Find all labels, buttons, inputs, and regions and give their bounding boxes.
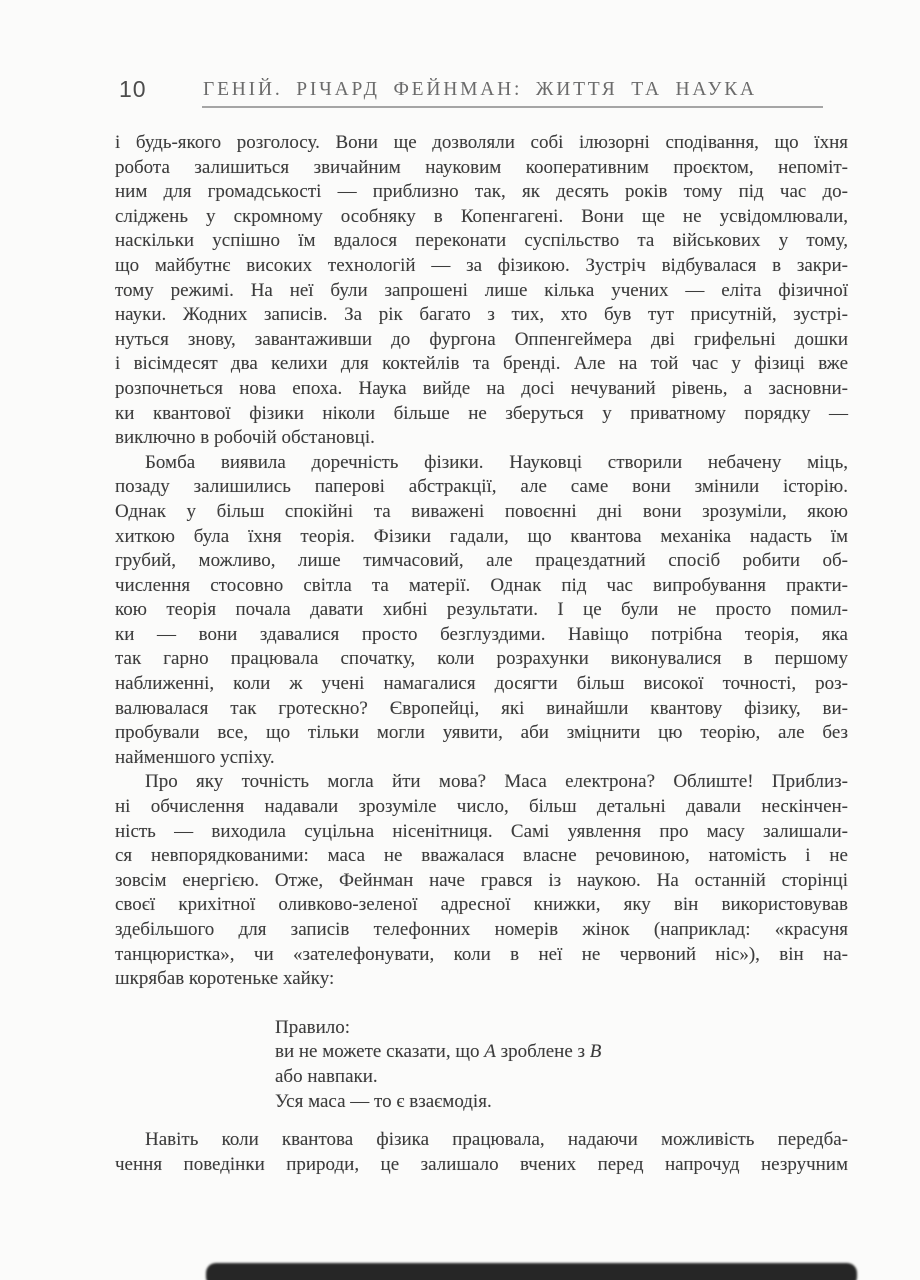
text-line: Бомба виявила доречність фізики. Науковці створили небачену міць, [145,451,848,473]
text-line: здебільшого для записів телефонних номерів жінок (наприклад: «красуня [115,919,848,940]
text-line: і вісімдесят два келихи для коктейлів та бренді. Але на той час у фізиці вже [115,353,848,375]
text-line: сліджень у скромному особняку в Копенгагені. Вони ще не усвідомлювали, [115,205,848,227]
text-line: кою теорія почала давати хибні результати. І це були не просто помил- [115,599,848,621]
paragraph [115,131,848,451]
haiku-line: Правило: [275,1016,351,1038]
text-line: Однак у більш спокійні та виважені повоєнні дні вони зрозуміли, якою [115,500,848,522]
text-line: валювалася так гротескно? Європейці, які винайшли квантову фізику, ви- [115,697,848,719]
paragraph [115,1128,848,1177]
text-line: ним для громадськості — приблизно так, як десять років тому під час до- [115,181,848,203]
haiku-line: Уся маса — то є взаємодія. [275,1090,492,1112]
text-line: ся невпорядкованими: маса не вважалася власне речовиною, натомість і не [115,845,848,867]
body-text [115,131,848,1177]
haiku-text: ви не можете сказати, що [275,1041,485,1063]
paragraph [115,770,848,991]
page-number: 10 [119,76,147,102]
text-line: позаду залишились паперові абстракції, але саме вони змінили історію. [115,476,848,498]
scan-artifact-bar [206,1263,857,1280]
text-line: робота залишиться звичайним науковим кооперативним проєктом, непоміт- [115,156,848,178]
text-line: розпочнеться нова епоха. Наука вийде на досі нечуваний рівень, а засновни- [115,377,848,399]
haiku-line: або навпаки. [275,1065,378,1087]
text-line: і будь-якого розголосу. Вони ще дозволяли собі ілюзорні сподівання, що їхня [115,132,848,153]
text-line: наскільки успішно їм вдалося переконати суспільство та військових у тому, [115,230,848,252]
paragraph [115,451,848,771]
text-line: хиткою була їхня теорія. Фізики гадали, що квантова механіка надасть їм [115,525,848,547]
text-line: так гарно працювала спочатку, коли розрахунки виконувалися в першому [115,648,848,670]
text-line: наближенні, коли ж учені намагалися досягти більш високої точності, роз- [115,673,848,695]
text-line: ки — вони здавалися просто безглуздими. Навіщо потрібна теорія, яка [115,623,848,645]
text-line: зовсім енергією. Отже, Фейнман наче грався із наукою. На останній сторінці [115,869,848,891]
text-line: виключно в робочій обстановці. [115,427,375,449]
text-line: нуться знову, завантаживши до фургона Оппенгеймера дві грифельні дошки [115,328,848,350]
text-line: своєї крихітної оливково-зеленої адресної книжки, яку він використовував [115,894,848,916]
text-line: науки. Жодних записів. За рік багато з тих, хто був тут присутній, зустрі- [115,304,848,326]
text-line: найменшого успіху. [115,746,275,768]
text-line: ки квантової фізики ніколи більше не зберуться у приватному порядку — [115,402,848,424]
text-line: тому режимі. На неї були запрошені лише кілька учених — еліта фізичної [115,279,848,301]
text-line: шкрябав коротеньке хайку: [115,968,335,990]
haiku-line [275,1040,848,1065]
haiku-quote [275,1016,848,1114]
haiku-text: зроблене з [495,1041,590,1063]
variable-b: B [589,1041,602,1063]
running-head-title: ГЕНІЙ. РІЧАРД ФЕЙНМАН: ЖИТТЯ ТА НАУКА [203,79,757,100]
text-line: ні обчислення надавали зрозуміле число, більш детальні давали нескінчен- [115,796,848,818]
closing-paragraphs [115,1128,848,1177]
text-line: Про яку точність могла йти мова? Маса електрона? Облиште! Приблиз- [145,771,848,793]
text-line: танцюристка», чи «зателефонувати, коли в неї не червоний ніс»), він на- [115,943,848,965]
text-line: Навіть коли квантова фізика працювала, надаючи можливість передба- [145,1129,848,1151]
text-line: грубий, можливо, лише тимчасовий, але працездатний спосіб робити об- [115,550,848,572]
text-line: чення поведінки природи, це залишало вчених перед напрочуд незручним [115,1153,848,1175]
main-paragraphs [115,131,848,992]
text-line: пробували все, що тільки могли уявити, аби зміцнити цю теорію, але без [115,722,848,744]
text-line: числення стосовно світла та матерії. Однак під час випробування практи- [115,574,848,596]
header-rule [202,106,823,108]
text-line: ність — виходила суцільна нісенітниця. Самі уявлення про масу залишали- [115,820,848,842]
text-line: що майбутнє високих технологій — за фізикою. Зустріч відбувалася в закри- [115,254,848,276]
variable-a: A [484,1041,496,1063]
